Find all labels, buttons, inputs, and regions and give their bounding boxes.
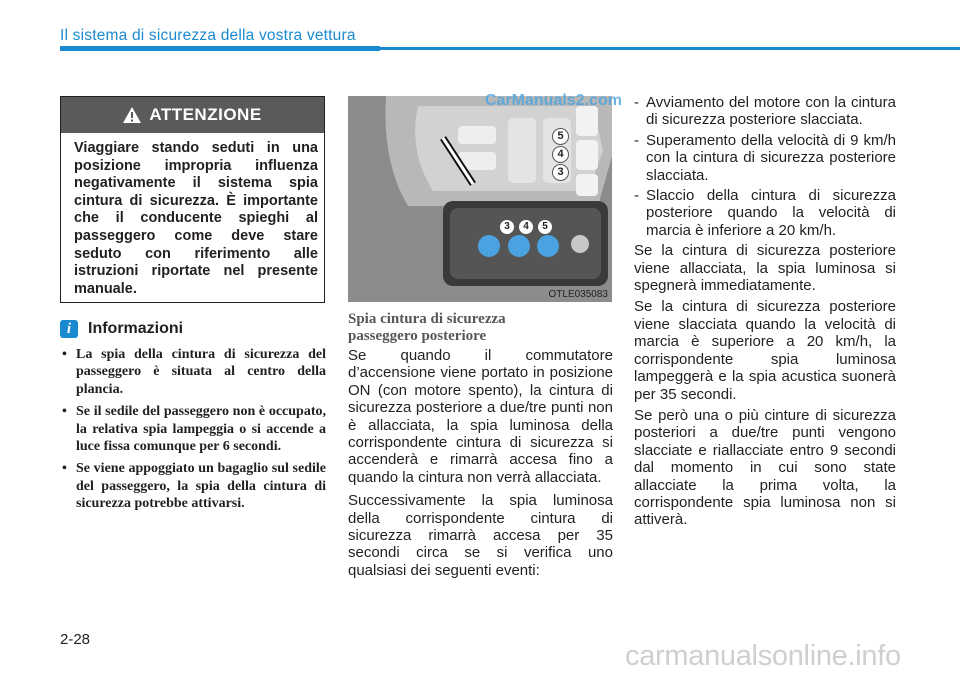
section-body — [348, 347, 613, 585]
list-item — [634, 187, 896, 239]
dash-item-text: Superamento della velocità di 9 km/h con la cintura di sicurezza posteriore slacciata. — [646, 131, 896, 184]
dash-item-text: Slaccio della cintura di sicurezza posteriore quando la velocità di marcia è inferiore a 20 km/h. — [646, 187, 896, 239]
dash-item-text: Avviamento del motore con la cintura di sicurezza posteriore slacciata. — [646, 94, 896, 129]
paragraph: Se la cintura di sicurezza posteriore viene slacciata quando la velocità di marcia è superiore a 20 km/h, la corrispondente spia luminosa lampeggerà e la spia acustica suonerà per 35 secondi. — [634, 298, 896, 403]
list-item — [634, 94, 896, 129]
lamp-number-3: 3 — [500, 220, 514, 234]
paragraph: Se la cintura di sicurezza posteriore viene allacciata, la spia luminosa si spegnerà immediatamente. — [634, 242, 896, 295]
info-label: Informazioni — [88, 320, 184, 337]
warning-header — [61, 97, 324, 133]
info-icon: i — [60, 320, 78, 338]
right-column — [634, 94, 896, 533]
list-item — [634, 132, 896, 184]
info-list — [60, 346, 326, 518]
paragraph: Se quando il commutatore d’accensione viene portato in posizione ON (con motore spento), la cintura di sicurezza posteriore a due/tre punti non è allacciata, la spia luminosa della corrispondente cintura di sicurezza si accenderà e rimarrà accesa fino a quando la cintura non verrà allacciata. — [348, 347, 613, 486]
list-item — [60, 403, 326, 455]
lamp-number-4: 4 — [519, 220, 533, 234]
section-title-line2: passeggero posteriore — [348, 327, 487, 344]
dash: - — [634, 131, 639, 149]
seat-number-5: 5 — [552, 128, 569, 145]
header-rule — [60, 47, 960, 50]
info-item-text: Se il sedile del passeggero non è occupato, la relativa spia lampeggia o si accende a luce fissa comunque per 6 secondi. — [76, 404, 326, 455]
bullet: • — [62, 404, 67, 420]
lamp-number-5: 5 — [538, 220, 552, 234]
info-header — [60, 320, 183, 338]
bullet: • — [62, 461, 67, 477]
section-title-line1: Spia cintura di sicurezza — [348, 311, 506, 327]
warning-triangle-icon — [123, 107, 141, 123]
seatbelt-figure — [348, 96, 612, 302]
paragraph: Successivamente la spia luminosa della corrispondente cintura di sicurezza rimarrà accesa per 35 secondi circa se si verifica uno qualsiasi dei seguenti eventi: — [348, 492, 613, 579]
chapter-title: Il sistema di sicurezza della vostra vettura — [60, 27, 356, 44]
seat-number-4: 4 — [552, 146, 569, 163]
warning-box — [60, 96, 325, 303]
info-item-text: Se viene appoggiato un bagaglio sul sedile del passeggero, la spia della cintura di sicurezza potrebbe attivarsi. — [76, 461, 326, 512]
dash: - — [634, 94, 639, 111]
warning-title: ATTENZIONE — [149, 105, 262, 124]
section-title — [348, 311, 618, 344]
site-watermark: CarManuals2.com — [485, 92, 622, 109]
figure-code: OTLE035083 — [548, 289, 608, 300]
dash: - — [634, 187, 639, 205]
list-item — [60, 460, 326, 512]
list-item — [60, 346, 326, 398]
bullet: • — [62, 347, 67, 362]
seat-number-3: 3 — [552, 164, 569, 181]
footer-watermark: carmanualsonline.info — [625, 640, 901, 672]
info-item-text: La spia della cintura di sicurezza del passeggero è situata al centro della plancia. — [76, 347, 326, 397]
car-interior-illustration — [348, 96, 612, 302]
page-number: 2-28 — [60, 631, 91, 648]
warning-text: Viaggiare stando seduti in una posizione impropria influenza negativamente il sistema spia cintura di sicurezza. È importante che il conducente spieghi al passeggero come deve stare seduto con riferimento alle istruzioni riportate nel presente manuale. — [74, 140, 318, 297]
paragraph: Se però una o più cinture di sicurezza posteriori a due/tre punti vengono slacciate e riallacciate entro 9 secondi dal momento in cui sono state allacciate la prima volta, la corrispondente spia luminosa non si attiverà. — [634, 406, 896, 529]
